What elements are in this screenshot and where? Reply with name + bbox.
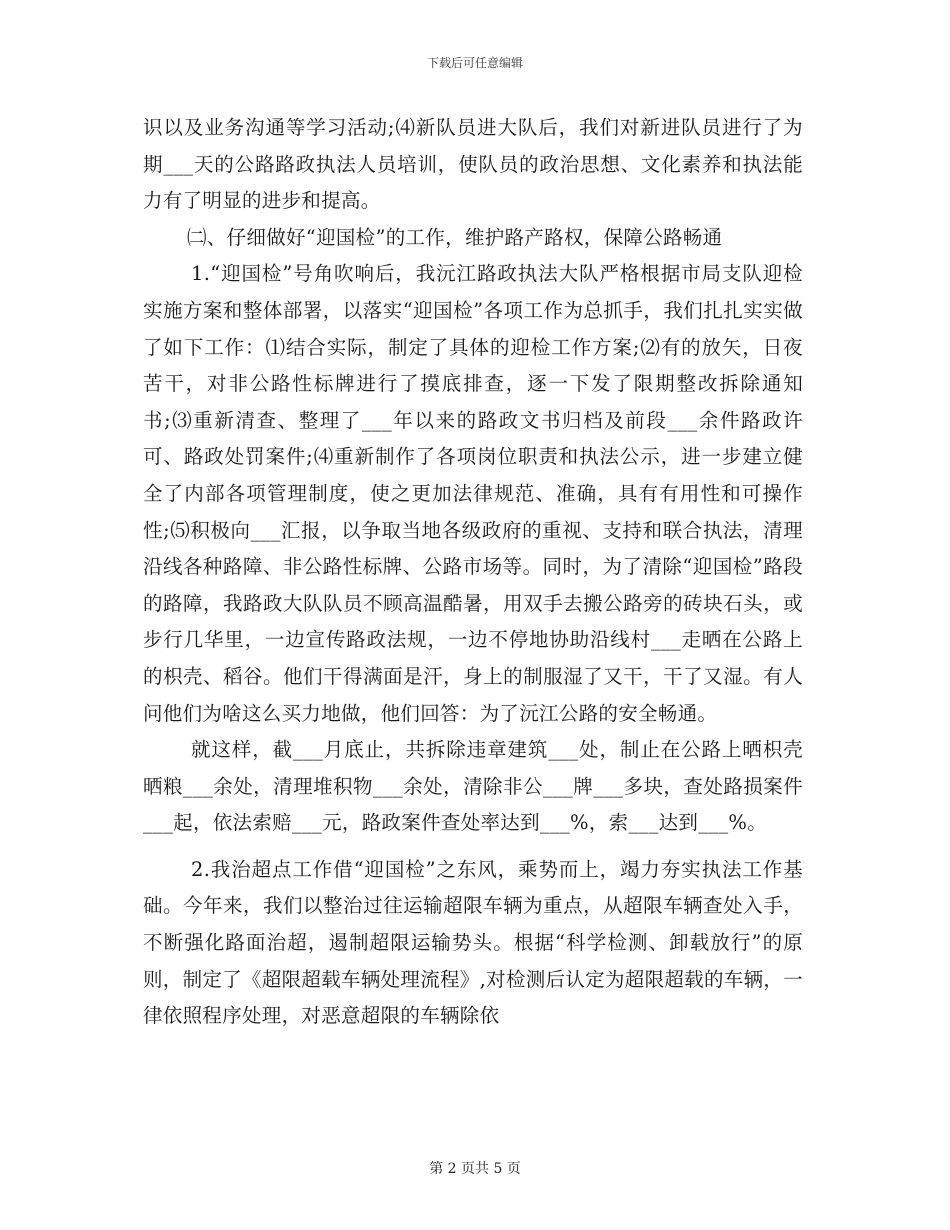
paragraph-item-1: 1.“迎国检”号角吹响后，我沅江路政执法大队严格根据市局支队迎检实施方案和整体部署，以落实“迎国检”各项工作为总抓手，我们扎扎实实做了如下工作：⑴结合实际，制定了具体的迎检工作方案;⑵有的放矢，日夜苦干，对非公路性标牌进行了摸底排查，逐一下发了限期整改拆除通知书;⑶重新清查、整理了___年以来的路政文书归档及前段___余件路政许可、路政处罚案件;⑷重新制作了各项岗位职责和执法公示，进一步建立健全了内部各项管理制度，使之更加法律规范、准确，具有有用性和可操作性;⑸积极向___汇报，以争取当地各级政府的重视、支持和联合执法，清理沿线各种路障、非公路性标牌、公路市场等。同时，为了清除“迎国检”路段的路障，我路政大队队员不顾高温酷暑，用双手去搬公路旁的砖块石头，或步行几华里，一边宣传路政法规，一边不停地协助沿线村___走晒在公路上的枳壳、稻谷。他们干得满面是汗，身上的制服湿了又干，干了又湿。有人问他们为啥这么买力地做，他们回答：为了沅江公路的安全畅通。 xyxy=(143,262,803,725)
section-heading: ㈡、仔细做好“迎国检”的工作，维护路产路权，保障公路畅通 xyxy=(187,225,723,249)
paragraph-item-2: 2.我治超点工作借“迎国检”之东风，乘势而上，竭力夯实执法工作基础。今年来，我们以整治过往运输超限车辆为重点，从超限车辆查处入手，不断强化路面治超，遏制超限运输势头。根据“科学检测、卸载放行”的原则，制定了《超限超载车辆处理流程》,对检测后认定为超限超载的车辆，一律依照程序处理，对恶意超限的车辆除依 xyxy=(143,857,803,1028)
document-body xyxy=(143,110,803,1035)
page-footer: 第 2 页共 5 页 xyxy=(429,1161,521,1177)
paragraph-continuation: 识以及业务沟通等学习活动;⑷新队员进大队后，我们对新进队员进行了为期___天的公路路政执法人员培训，使队员的政治思想、文化素养和执法能力有了明显的进步和提高。 xyxy=(143,116,803,213)
paragraph-summary: 就这样，截___月底止，共拆除违章建筑___处，制止在公路上晒枳壳晒粮___余处，清理堆积物___余处，清除非公___牌___多块，查处路损案件___起，依法索赔___元，路政案件查处率达到___%，索___达到___%。 xyxy=(143,738,803,835)
page-header: 下载后可任意编辑 xyxy=(426,56,523,70)
